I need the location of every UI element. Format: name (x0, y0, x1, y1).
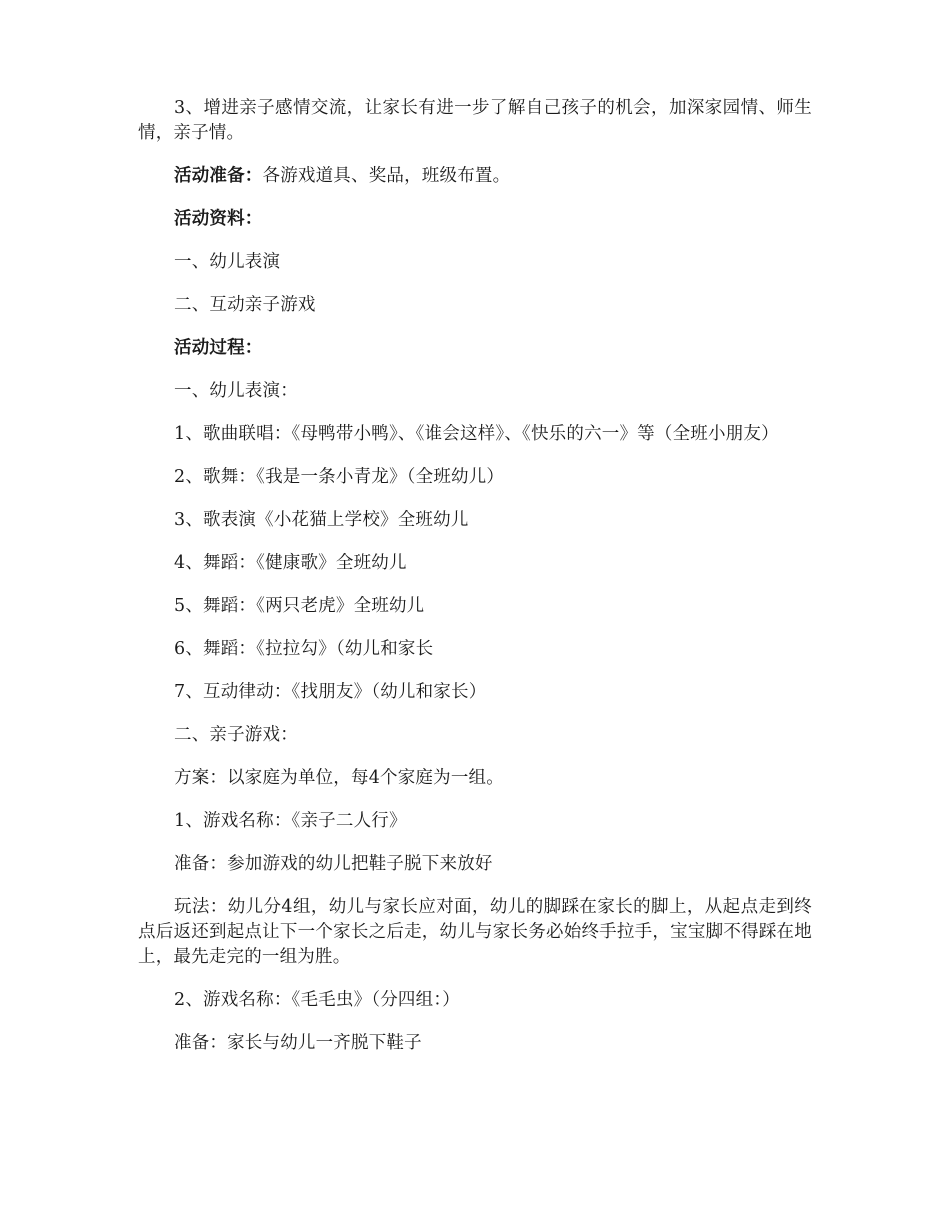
paragraph-performance-1: 1、歌曲联唱：《母鸭带小鸭》、《谁会这样》、《快乐的六一》等（全班小朋友） (174, 424, 779, 444)
paragraph-item-parent-child-games: 二、互动亲子游戏 (174, 295, 316, 315)
paragraph-performance-5: 5、舞蹈：《两只老虎》全班幼儿 (174, 596, 425, 616)
paragraph-game-2-preparation: 准备：家长与幼儿一齐脱下鞋子 (174, 1033, 422, 1053)
paragraph-goal-3: 3、增进亲子感情交流，让家长有进一步了解自己孩子的机会，加深家园情、师生情，亲子情。 (138, 98, 812, 143)
paragraph-game-1-rules: 玩法：幼儿分4组，幼儿与家长应对面，幼儿的脚踩在家长的脚上，从起点走到终点后返还到起点让下一个家长之后走，幼儿与家长务必始终手拉手，宝宝脚不得踩在地上，最先走完的一组为胜。 (138, 897, 812, 967)
paragraph-section-performance: 一、幼儿表演： (174, 381, 298, 401)
paragraph-item-child-performance: 一、幼儿表演 (174, 252, 281, 272)
heading-activity-process: 活动过程： (174, 338, 263, 358)
paragraph-section-games: 二、亲子游戏： (174, 725, 298, 745)
paragraph-performance-6: 6、舞蹈：《拉拉勾》（幼儿和家长 (174, 639, 434, 659)
preparation-label: 活动准备： (174, 166, 263, 186)
paragraph-performance-2: 2、歌舞：《我是一条小青龙》（全班幼儿） (174, 467, 505, 487)
preparation-text: 各游戏道具、奖品，班级布置。 (262, 166, 511, 186)
paragraph-preparation (138, 164, 812, 189)
paragraph-games-plan: 方案：以家庭为单位，每4个家庭为一组。 (174, 768, 504, 788)
paragraph-performance-3: 3、歌表演《小花猫上学校》全班幼儿 (174, 510, 469, 530)
heading-activity-materials: 活动资料： (174, 209, 263, 229)
paragraph-game-1-name: 1、游戏名称：《亲子二人行》 (174, 811, 407, 831)
paragraph-game-1-preparation: 准备：参加游戏的幼儿把鞋子脱下来放好 (174, 854, 493, 874)
paragraph-performance-7: 7、互动律动：《找朋友》（幼儿和家长） (174, 682, 487, 702)
paragraph-performance-4: 4、舞蹈：《健康歌》全班幼儿 (174, 553, 407, 573)
paragraph-game-2-name: 2、游戏名称：《毛毛虫》（分四组：） (174, 990, 460, 1010)
